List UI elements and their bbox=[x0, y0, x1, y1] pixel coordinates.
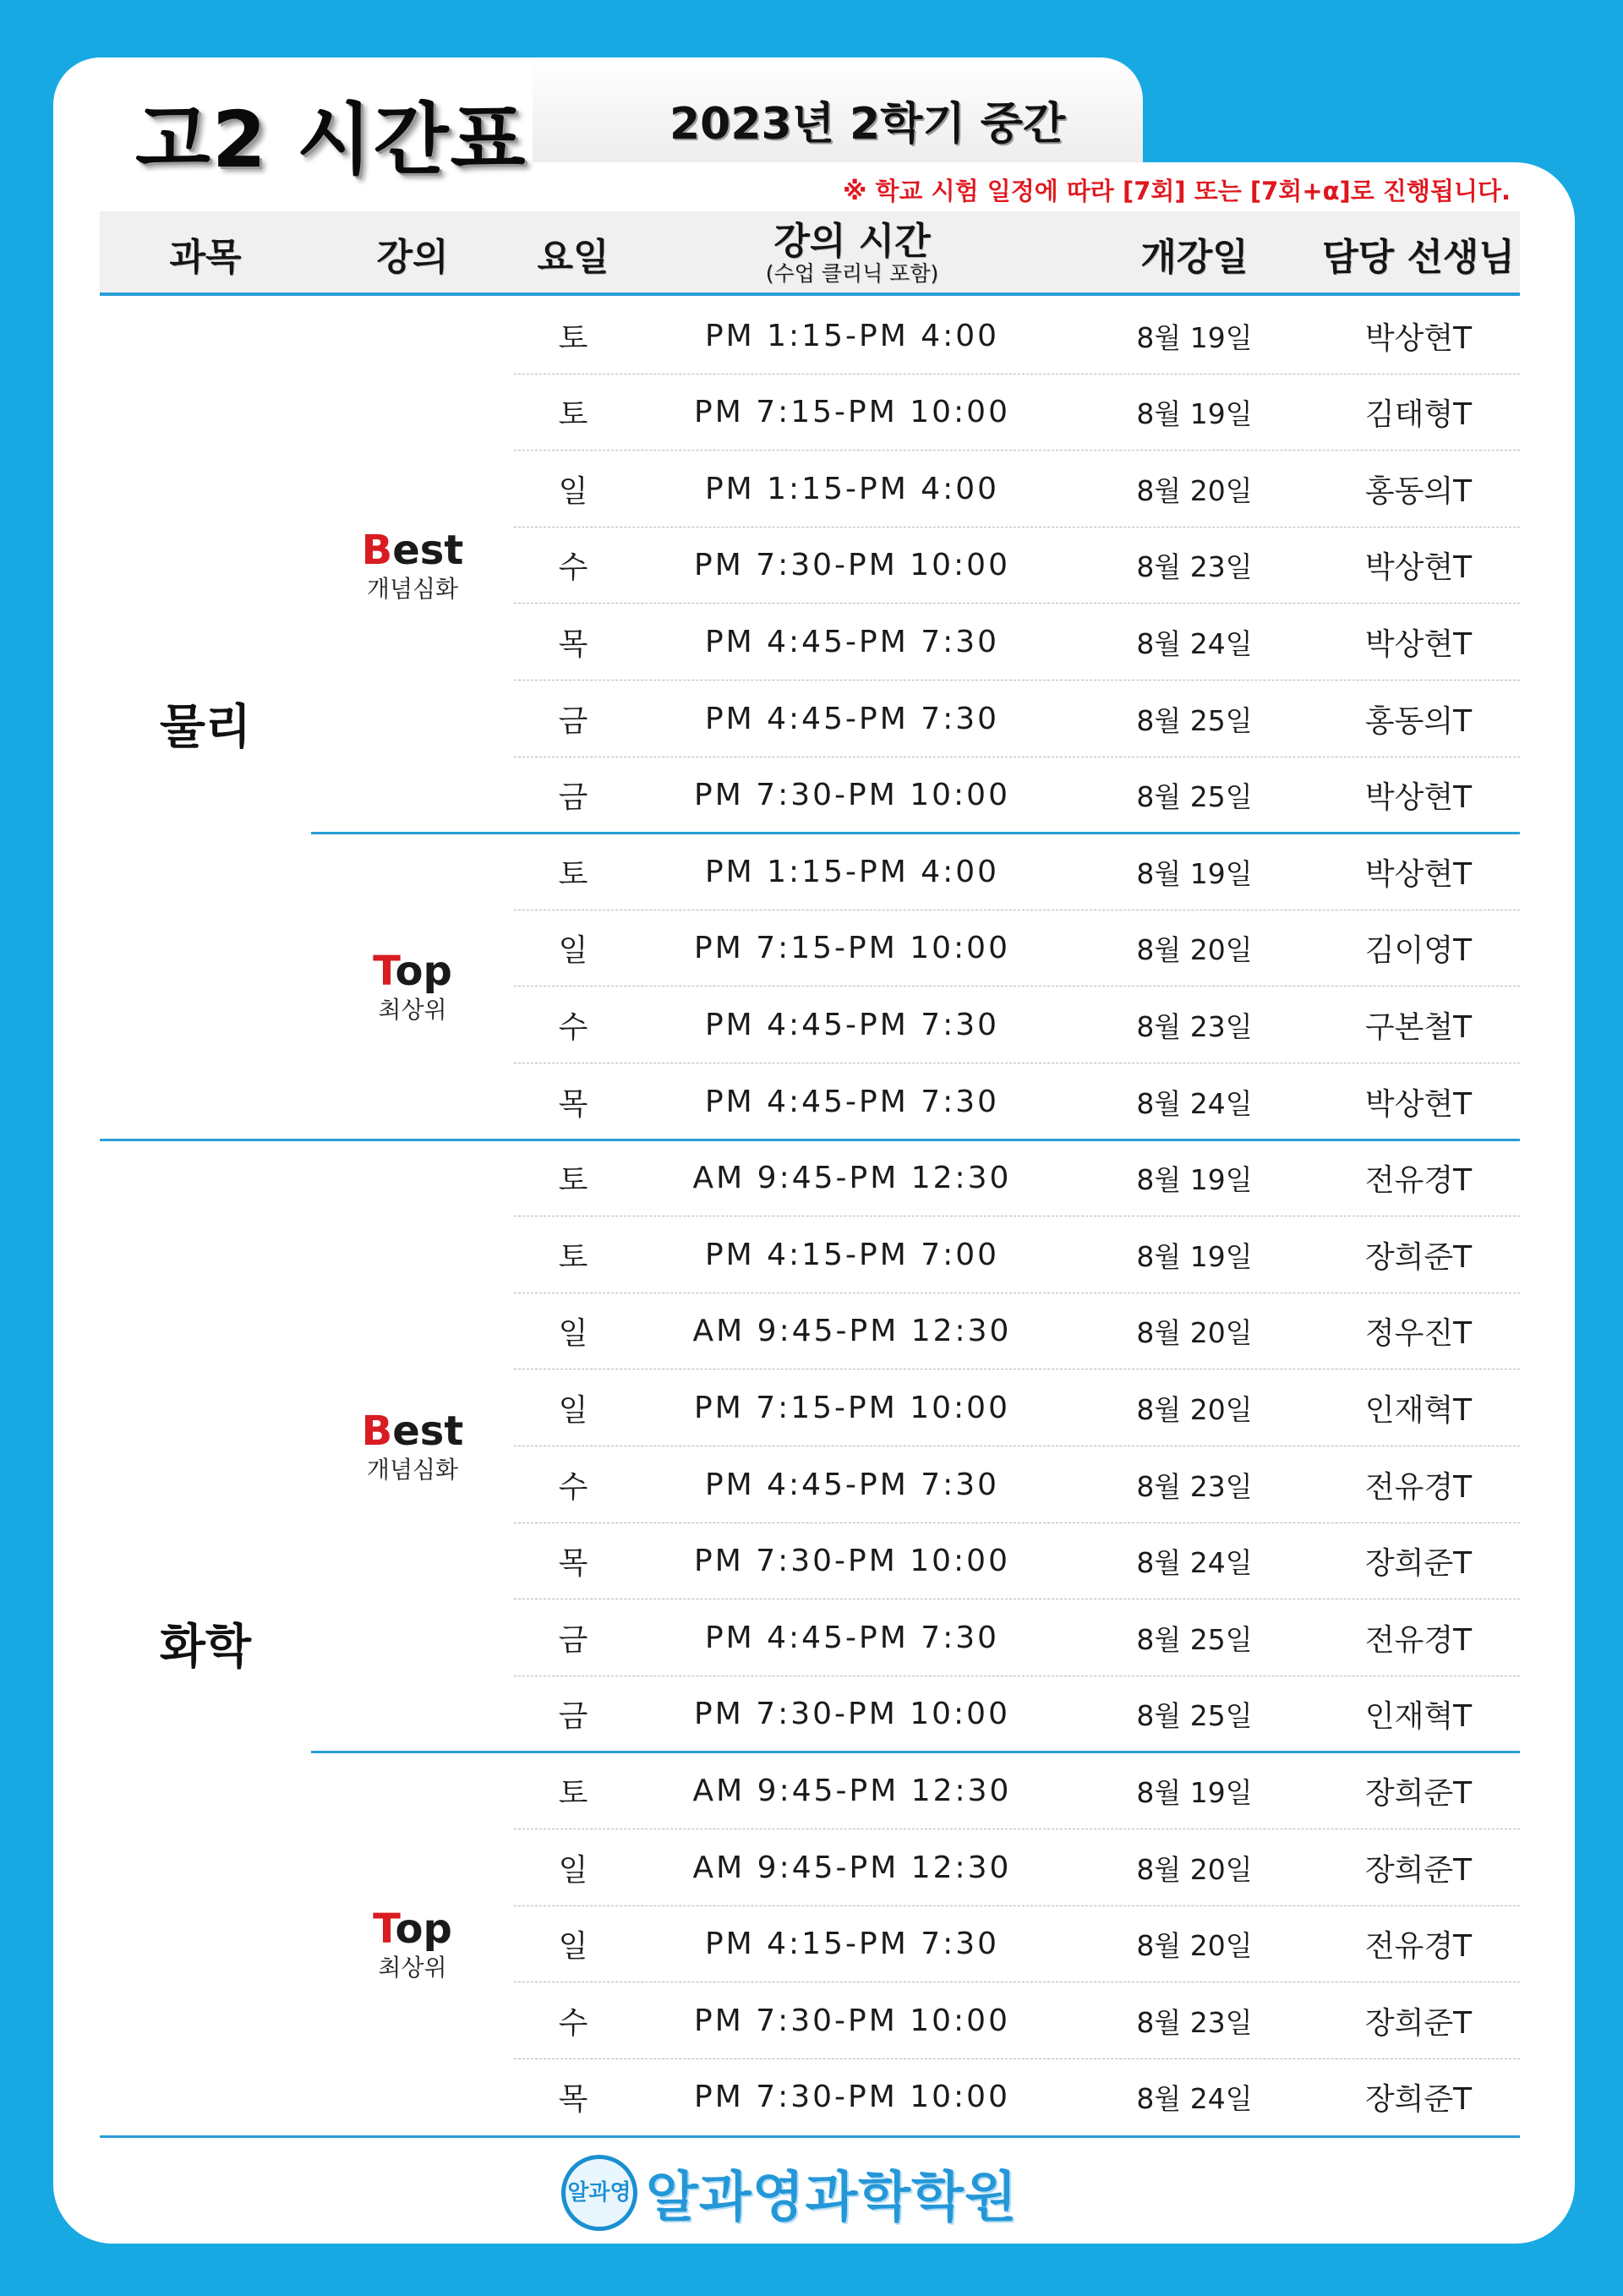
table-row bbox=[514, 1293, 1520, 1370]
row-teacher: 인재혁T bbox=[1364, 1392, 1473, 1428]
row-start-date: 8월 23일 bbox=[1136, 550, 1253, 584]
table-row bbox=[514, 528, 1520, 604]
table-bottom-rule bbox=[100, 2135, 1520, 2138]
table-row bbox=[514, 451, 1520, 528]
table-row bbox=[514, 1523, 1520, 1600]
row-time: AM 9:45-PM 12:30 bbox=[692, 1850, 1012, 1885]
row-time: PM 7:30-PM 10:00 bbox=[693, 2003, 1010, 2038]
course-name bbox=[311, 948, 514, 995]
row-day: 금 bbox=[558, 1622, 588, 1658]
course-name-rest: op bbox=[395, 1905, 452, 1953]
row-start-date: 8월 20일 bbox=[1136, 933, 1253, 967]
row-time: AM 9:45-PM 12:30 bbox=[692, 1314, 1012, 1349]
row-day: 수 bbox=[558, 550, 588, 586]
row-time: PM 4:45-PM 7:30 bbox=[704, 1007, 1000, 1042]
subject-label: 물리 bbox=[159, 700, 252, 756]
row-time: PM 4:15-PM 7:30 bbox=[704, 1927, 1000, 1962]
table-header bbox=[100, 211, 1520, 296]
row-start-date: 8월 19일 bbox=[1136, 320, 1253, 354]
row-day: 일 bbox=[558, 473, 588, 509]
table-row bbox=[514, 1140, 1520, 1217]
row-day: 일 bbox=[558, 933, 588, 969]
course-name bbox=[311, 1408, 514, 1455]
row-start-date: 8월 25일 bbox=[1136, 1699, 1253, 1733]
row-teacher: 장희준T bbox=[1364, 2005, 1473, 2041]
row-teacher: 인재혁T bbox=[1364, 1699, 1473, 1735]
row-teacher: 박상현T bbox=[1364, 856, 1473, 892]
course-label bbox=[311, 948, 514, 1025]
table-row bbox=[514, 1829, 1520, 1906]
row-time: PM 4:45-PM 7:30 bbox=[704, 1084, 1000, 1119]
row-teacher: 구본철T bbox=[1364, 1009, 1473, 1045]
header-day: 요일 bbox=[537, 236, 609, 279]
row-teacher: 장희준T bbox=[1364, 1775, 1473, 1811]
row-start-date: 8월 24일 bbox=[1136, 1086, 1253, 1120]
course-name-rest: est bbox=[392, 1408, 464, 1455]
course-name-initial: T bbox=[373, 1905, 396, 1953]
row-teacher: 장희준T bbox=[1364, 1546, 1473, 1582]
table-row bbox=[514, 374, 1520, 451]
course-name bbox=[311, 1905, 514, 1953]
row-start-date: 8월 20일 bbox=[1136, 473, 1253, 507]
course-name-initial: B bbox=[361, 1408, 393, 1455]
table-row bbox=[514, 1216, 1520, 1293]
row-time: PM 7:15-PM 10:00 bbox=[693, 395, 1010, 430]
row-teacher: 박상현T bbox=[1364, 780, 1473, 816]
row-time: PM 7:15-PM 10:00 bbox=[693, 931, 1010, 966]
row-time: PM 7:30-PM 10:00 bbox=[693, 1697, 1010, 1732]
table-row bbox=[514, 2059, 1520, 2136]
table-row bbox=[514, 1369, 1520, 1446]
row-teacher: 김이영T bbox=[1364, 933, 1473, 969]
course-label bbox=[311, 1408, 514, 1485]
row-teacher: 전유경T bbox=[1364, 1469, 1473, 1505]
row-time: PM 7:15-PM 10:00 bbox=[693, 1390, 1010, 1425]
row-day: 토 bbox=[558, 1239, 588, 1275]
row-time: PM 7:30-PM 10:00 bbox=[693, 778, 1010, 813]
row-start-date: 8월 20일 bbox=[1136, 1929, 1253, 1963]
row-start-date: 8월 24일 bbox=[1136, 1546, 1253, 1580]
table-row bbox=[514, 604, 1520, 681]
course-label bbox=[311, 1905, 514, 1983]
row-teacher: 전유경T bbox=[1364, 1163, 1473, 1199]
row-start-date: 8월 20일 bbox=[1136, 1392, 1253, 1426]
course-description: 개념심화 bbox=[366, 1456, 459, 1484]
row-day: 목 bbox=[558, 1546, 588, 1582]
academy-logo-mark: 알과영 bbox=[561, 2155, 637, 2231]
row-day: 토 bbox=[558, 1163, 588, 1199]
row-teacher: 박상현T bbox=[1364, 1086, 1473, 1122]
row-start-date: 8월 23일 bbox=[1136, 2005, 1253, 2039]
academy-logo bbox=[561, 2152, 1018, 2233]
table-row bbox=[514, 987, 1520, 1063]
course-name-rest: est bbox=[392, 527, 464, 575]
header-subject: 과목 bbox=[169, 236, 242, 279]
table-row bbox=[514, 681, 1520, 757]
row-time: PM 7:30-PM 10:00 bbox=[693, 1544, 1010, 1579]
row-teacher: 홍동의T bbox=[1364, 703, 1473, 739]
row-day: 일 bbox=[558, 1852, 588, 1888]
table-row bbox=[514, 298, 1520, 374]
row-start-date: 8월 25일 bbox=[1136, 703, 1253, 737]
course-name-initial: B bbox=[361, 527, 393, 575]
row-start-date: 8월 19일 bbox=[1136, 1775, 1253, 1809]
row-teacher: 장희준T bbox=[1364, 1239, 1473, 1275]
table-row bbox=[514, 1676, 1520, 1753]
row-teacher: 장희준T bbox=[1364, 2082, 1473, 2118]
page-title: 고2 시간표 bbox=[135, 95, 527, 185]
row-start-date: 8월 25일 bbox=[1136, 1622, 1253, 1656]
row-time: PM 4:15-PM 7:00 bbox=[704, 1237, 1000, 1272]
row-day: 토 bbox=[558, 856, 588, 892]
table-row bbox=[514, 834, 1520, 910]
row-start-date: 8월 20일 bbox=[1136, 1316, 1253, 1350]
row-day: 수 bbox=[558, 2005, 588, 2041]
row-time: PM 1:15-PM 4:00 bbox=[704, 318, 1000, 353]
course-description: 최상위 bbox=[378, 1953, 447, 1982]
row-day: 목 bbox=[558, 626, 588, 662]
table-row bbox=[514, 1982, 1520, 2059]
row-teacher: 박상현T bbox=[1364, 550, 1473, 586]
row-start-date: 8월 24일 bbox=[1136, 2082, 1253, 2116]
row-start-date: 8월 19일 bbox=[1136, 1163, 1253, 1197]
row-day: 토 bbox=[558, 320, 588, 356]
row-teacher: 전유경T bbox=[1364, 1929, 1473, 1965]
row-start-date: 8월 25일 bbox=[1136, 780, 1253, 814]
row-teacher: 장희준T bbox=[1364, 1852, 1473, 1888]
row-day: 토 bbox=[558, 397, 588, 433]
row-time: PM 7:30-PM 10:00 bbox=[693, 2080, 1010, 2115]
row-time: AM 9:45-PM 12:30 bbox=[692, 1161, 1012, 1196]
row-day: 일 bbox=[558, 1316, 588, 1352]
header-time-label: 강의 시간 bbox=[773, 220, 931, 263]
course-description: 최상위 bbox=[378, 996, 447, 1025]
row-teacher: 박상현T bbox=[1364, 626, 1473, 662]
row-day: 수 bbox=[558, 1009, 588, 1045]
header-time bbox=[632, 211, 1072, 296]
table-row bbox=[514, 1446, 1520, 1523]
row-day: 금 bbox=[558, 1699, 588, 1735]
course-label bbox=[311, 527, 514, 604]
table-row bbox=[514, 1906, 1520, 1983]
row-day: 목 bbox=[558, 2082, 588, 2118]
row-day: 일 bbox=[558, 1392, 588, 1428]
table-row bbox=[514, 1752, 1520, 1829]
row-day: 수 bbox=[558, 1469, 588, 1505]
schedule-notice: ※ 학교 시험 일정에 따라 [7회] 또는 [7회+α]로 진행됩니다. bbox=[843, 177, 1511, 205]
row-day: 금 bbox=[558, 780, 588, 816]
row-start-date: 8월 20일 bbox=[1136, 1852, 1253, 1886]
row-start-date: 8월 24일 bbox=[1136, 626, 1253, 660]
row-day: 일 bbox=[558, 1929, 588, 1965]
course-name-initial: T bbox=[373, 948, 396, 996]
row-start-date: 8월 19일 bbox=[1136, 856, 1253, 890]
course-name-rest: op bbox=[395, 948, 452, 996]
subject-label: 화학 bbox=[159, 1619, 252, 1675]
row-time: PM 4:45-PM 7:30 bbox=[704, 1620, 1000, 1655]
page-subtitle: 2023년 2학기 중간 bbox=[669, 99, 1066, 150]
table-row bbox=[514, 1063, 1520, 1140]
header-start-date: 개강일 bbox=[1140, 236, 1249, 279]
row-teacher: 박상현T bbox=[1364, 320, 1473, 356]
row-teacher: 김태형T bbox=[1364, 397, 1473, 433]
row-teacher: 정우진T bbox=[1364, 1316, 1473, 1352]
table-row bbox=[514, 910, 1520, 987]
row-teacher: 홍동의T bbox=[1364, 473, 1473, 509]
header-course: 강의 bbox=[376, 236, 449, 279]
row-time: AM 9:45-PM 12:30 bbox=[692, 1773, 1012, 1808]
row-time: PM 4:45-PM 7:30 bbox=[704, 624, 1000, 659]
row-day: 금 bbox=[558, 703, 588, 739]
course-description: 개념심화 bbox=[366, 575, 459, 604]
row-time: PM 7:30-PM 10:00 bbox=[693, 548, 1010, 583]
row-time: PM 1:15-PM 4:00 bbox=[704, 471, 1000, 506]
row-start-date: 8월 19일 bbox=[1136, 397, 1253, 431]
academy-logo-text: 알과영과학학원 bbox=[646, 2167, 1018, 2229]
row-time: PM 4:45-PM 7:30 bbox=[704, 1467, 1000, 1502]
table-row bbox=[514, 757, 1520, 834]
header-teacher: 담당 선생님 bbox=[1322, 236, 1515, 279]
row-day: 토 bbox=[558, 1775, 588, 1811]
row-time: PM 4:45-PM 7:30 bbox=[704, 701, 1000, 736]
table-row bbox=[514, 1599, 1520, 1676]
row-start-date: 8월 19일 bbox=[1136, 1239, 1253, 1273]
course-name bbox=[311, 527, 514, 574]
row-start-date: 8월 23일 bbox=[1136, 1009, 1253, 1043]
header-time-note: (수업 클리닉 포함) bbox=[765, 261, 939, 286]
row-start-date: 8월 23일 bbox=[1136, 1469, 1253, 1503]
row-teacher: 전유경T bbox=[1364, 1622, 1473, 1658]
row-time: PM 1:15-PM 4:00 bbox=[704, 854, 1000, 889]
row-day: 목 bbox=[558, 1086, 588, 1122]
